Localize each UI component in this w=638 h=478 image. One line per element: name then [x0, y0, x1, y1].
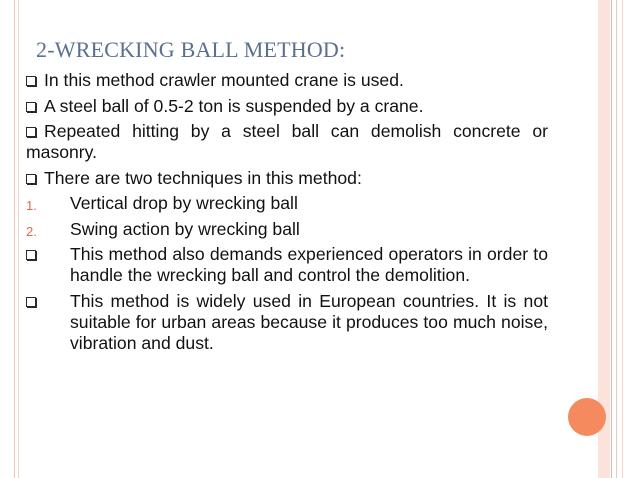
numbered-text: Vertical drop by wrecking ball — [70, 193, 298, 213]
numbered-item — [26, 219, 548, 240]
right-decor-stripe — [611, 0, 612, 478]
orange-circle-decoration — [568, 398, 606, 436]
bullet-item — [26, 70, 548, 91]
square-bullet-icon — [26, 291, 36, 312]
slide-body — [26, 70, 548, 358]
numbered-item — [26, 193, 548, 214]
square-bullet-icon — [26, 244, 36, 265]
square-bullet-icon — [26, 168, 36, 189]
bullet-text: This method also demands experienced operators in order to handle the wrecking ball and control the demolition. — [70, 244, 548, 285]
square-bullet-icon — [26, 121, 36, 142]
bullet-item — [26, 291, 548, 354]
right-decor-stripe — [622, 0, 623, 478]
left-decor-stripe — [18, 0, 19, 478]
square-bullet-icon — [26, 70, 36, 91]
bullet-item — [26, 168, 548, 189]
left-decor-stripe — [14, 0, 15, 478]
bullet-item — [26, 96, 548, 117]
right-decor-stripe — [616, 0, 617, 478]
list-number: 1. — [26, 198, 37, 213]
bullet-item — [26, 121, 548, 163]
square-bullet-icon — [26, 96, 36, 117]
bullet-text: This method is widely used in European countries. It is not suitable for urban areas because it produces too much noise, vibration and dust. — [70, 290, 548, 353]
slide-title: 2-WRECKING BALL METHOD: — [36, 37, 346, 62]
bullet-item — [26, 244, 548, 286]
bullet-text: Repeated hitting by a steel ball can demolish concrete or masonry. — [26, 121, 548, 162]
numbered-text: Swing action by wrecking ball — [70, 218, 300, 239]
bullet-text: In this method crawler mounted crane is used. — [44, 70, 404, 90]
bullet-text: There are two techniques in this method: — [44, 167, 362, 188]
list-number: 2. — [26, 223, 37, 239]
bullet-text: A steel ball of 0.5-2 ton is suspended by a crane. — [44, 95, 424, 116]
